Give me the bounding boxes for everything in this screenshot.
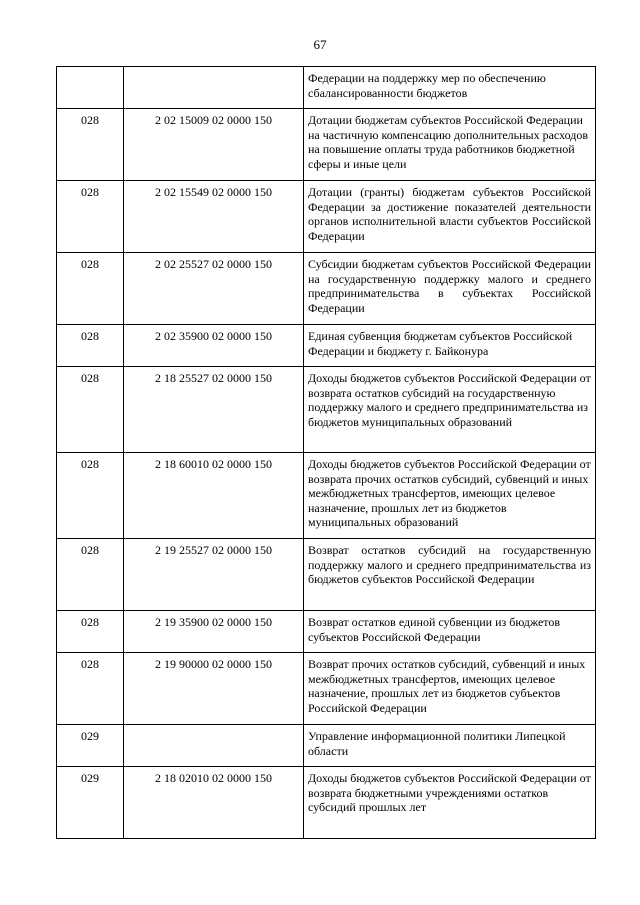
revenue-name-cell: Управление информационной политики Липецкой области (304, 725, 596, 767)
admin-code-cell: 028 (57, 453, 124, 539)
admin-code-cell: 028 (57, 181, 124, 253)
budget-code-cell: 2 02 25527 02 0000 150 (124, 253, 304, 325)
budget-code-cell: 2 02 15009 02 0000 150 (124, 109, 304, 181)
revenue-name-cell: Дотации бюджетам субъектов Российской Федерации на частичную компенсацию дополнительных расходов на повышение оплаты труда работников бюджетной сферы и иные цели (304, 109, 596, 181)
revenue-name-cell: Возврат остатков единой субвенции из бюджетов субъектов Российской Федерации (304, 611, 596, 653)
admin-code-cell: 029 (57, 725, 124, 767)
budget-classification-table (56, 66, 596, 839)
budget-code-cell: 2 19 90000 02 0000 150 (124, 653, 304, 725)
budget-code-cell: 2 19 35900 02 0000 150 (124, 611, 304, 653)
budget-code-cell: 2 18 02010 02 0000 150 (124, 767, 304, 839)
revenue-name-cell: Доходы бюджетов субъектов Российской Федерации от возврата бюджетными учреждениями остатков субсидий прошлых лет (304, 767, 596, 839)
budget-code-cell (124, 725, 304, 767)
table-row (57, 653, 596, 725)
table-row (57, 367, 596, 453)
admin-code-cell: 028 (57, 611, 124, 653)
table-row (57, 67, 596, 109)
admin-code-cell: 028 (57, 653, 124, 725)
table-row (57, 325, 596, 367)
revenue-name-cell: Дотации (гранты) бюджетам субъектов Российской Федерации за достижение показателей деятельности органов исполнительной власти субъектов Российской Федерации (304, 181, 596, 253)
admin-code-cell: 029 (57, 767, 124, 839)
table-row (57, 109, 596, 181)
revenue-name-cell: Субсидии бюджетам субъектов Российской Федерации на государственную поддержку малого и среднего предпринимательства в субъектах Российской Федерации (304, 253, 596, 325)
admin-code-cell: 028 (57, 253, 124, 325)
table-row (57, 253, 596, 325)
revenue-name-cell: Возврат прочих остатков субсидий, субвенций и иных межбюджетных трансфертов, имеющих целевое назначение, прошлых лет из бюджетов субъектов Российской Федерации (304, 653, 596, 725)
revenue-name-cell: Доходы бюджетов субъектов Российской Федерации от возврата прочих остатков субсидий, субвенций и иных межбюджетных трансфертов, имеющих целевое назначение, прошлых лет из бюджетов муниципальных образований (304, 453, 596, 539)
admin-code-cell: 028 (57, 109, 124, 181)
revenue-name-cell: Доходы бюджетов субъектов Российской Федерации от возврата остатков субсидий на государственную поддержку малого и среднего предпринимательства из бюджетов муниципальных образований (304, 367, 596, 453)
table-row (57, 611, 596, 653)
admin-code-cell: 028 (57, 539, 124, 611)
budget-code-cell: 2 02 15549 02 0000 150 (124, 181, 304, 253)
table-row (57, 725, 596, 767)
revenue-name-cell: Возврат остатков субсидий на государственную поддержку малого и среднего предпринимательства из бюджетов субъектов Российской Федерации (304, 539, 596, 611)
page-number: 67 (313, 37, 327, 52)
table-row (57, 767, 596, 839)
budget-code-cell (124, 67, 304, 109)
budget-code-cell: 2 19 25527 02 0000 150 (124, 539, 304, 611)
table-row (57, 539, 596, 611)
budget-code-cell: 2 18 25527 02 0000 150 (124, 367, 304, 453)
revenue-name-cell: Федерации на поддержку мер по обеспечению сбалансированности бюджетов (304, 67, 596, 109)
table-row (57, 453, 596, 539)
table-row (57, 181, 596, 253)
admin-code-cell: 028 (57, 367, 124, 453)
budget-code-cell: 2 18 60010 02 0000 150 (124, 453, 304, 539)
revenue-name-cell: Единая субвенция бюджетам субъектов Российской Федерации и бюджету г. Байконура (304, 325, 596, 367)
admin-code-cell (57, 67, 124, 109)
admin-code-cell: 028 (57, 325, 124, 367)
budget-code-cell: 2 02 35900 02 0000 150 (124, 325, 304, 367)
